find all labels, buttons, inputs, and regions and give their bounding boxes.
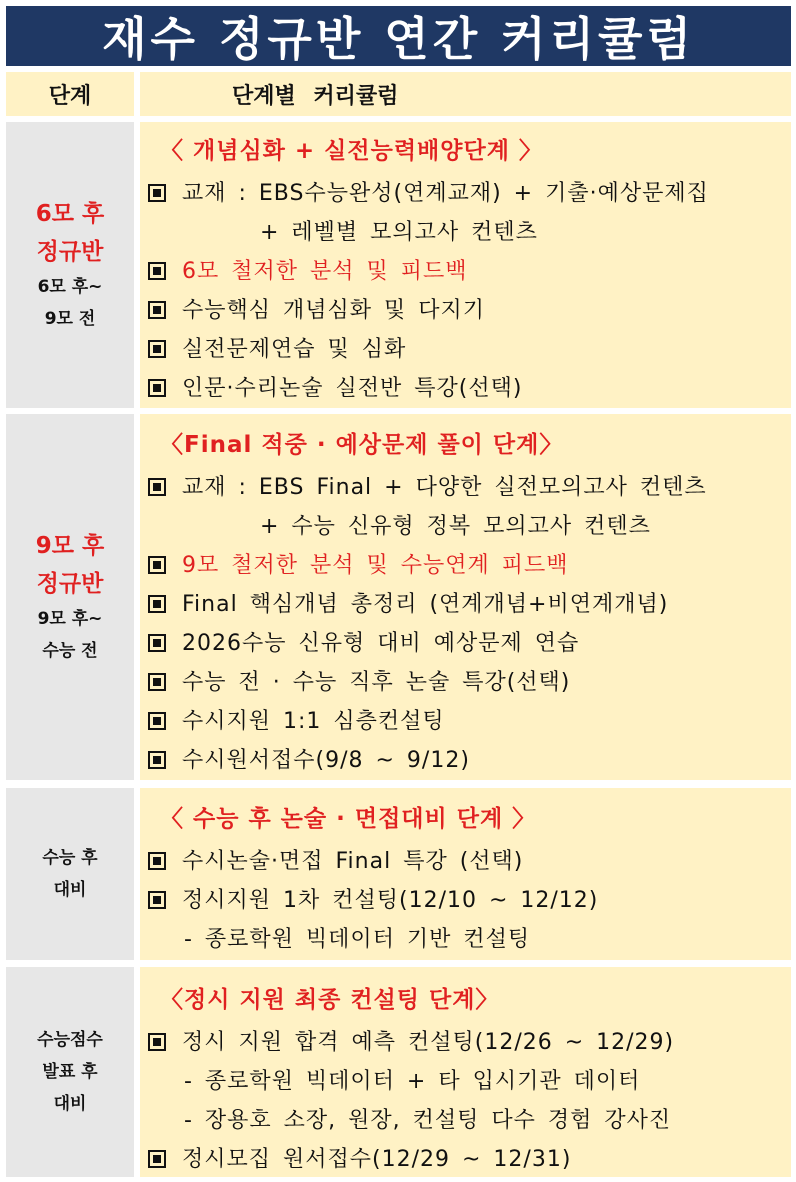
stage-cell-1: [6, 122, 134, 408]
phase-title: 〈 수능 후 논술 · 면접대비 단계 〉: [160, 806, 537, 832]
stage-sub-line: 대비: [53, 880, 87, 900]
header-stage: 단계: [6, 72, 134, 116]
square-bullet-icon: [148, 1033, 166, 1051]
square-bullet-icon: [148, 379, 166, 397]
stage-cell-4: [6, 967, 134, 1177]
list-item: 수시지원 1:1 심층컨설팅: [148, 704, 445, 735]
square-bullet-icon: [148, 556, 166, 574]
list-item: 인문·수리논술 실전반 특강(선택): [148, 371, 522, 402]
square-bullet-icon: [148, 184, 166, 202]
list-item: 수능핵심 개념심화 및 다지기: [148, 293, 485, 324]
curriculum-cell-2: [140, 414, 791, 780]
curriculum-cell-1: [140, 122, 791, 408]
stage-sub-line: 9모 전: [44, 309, 96, 329]
list-item-continuation: + 레벨별 모의고사 컨텐츠: [260, 220, 538, 245]
square-bullet-icon: [148, 634, 166, 652]
list-item: 6모 철저한 분석 및 피드백: [148, 254, 468, 285]
list-item: 교재 : EBS Final + 다양한 실전모의고사 컨텐츠: [148, 470, 707, 501]
square-bullet-icon: [148, 891, 166, 909]
list-item: 수능 전 · 수능 직후 논술 특강(선택): [148, 665, 570, 696]
stage-sub-line: 대비: [53, 1094, 87, 1114]
sub-item: - 장용호 소장, 원장, 컨설팅 다수 경험 강사진: [184, 1108, 672, 1133]
page-title: 재수 정규반 연간 커리큘럼: [6, 6, 791, 66]
stage-sub-line: 수능 전: [42, 641, 98, 661]
stage-sub-line: 9모 후~: [37, 609, 103, 629]
list-item: 정시지원 1차 컨설팅(12/10 ~ 12/12): [148, 883, 598, 914]
list-item: 2026수능 신유형 대비 예상문제 연습: [148, 626, 579, 657]
stage-sub-line: 6모 후~: [37, 277, 103, 297]
phase-title: 〈정시 지원 최종 컨설팅 단계〉: [160, 987, 500, 1013]
square-bullet-icon: [148, 712, 166, 730]
stage-main-line: 정규반: [36, 239, 104, 265]
square-bullet-icon: [148, 262, 166, 280]
square-bullet-icon: [148, 478, 166, 496]
list-item: Final 핵심개념 총정리 (연계개념+비연계개념): [148, 587, 668, 618]
list-item: 9모 철저한 분석 및 수능연계 피드백: [148, 548, 569, 579]
list-item: 수시논술·면접 Final 특강 (선택): [148, 844, 523, 875]
stage-main-line: 9모 후: [35, 533, 105, 559]
square-bullet-icon: [148, 751, 166, 769]
square-bullet-icon: [148, 1150, 166, 1168]
list-item: 실전문제연습 및 심화: [148, 332, 406, 363]
stage-sub-line: 발표 후: [42, 1062, 98, 1082]
list-item: 정시모집 원서접수(12/29 ~ 12/31): [148, 1142, 571, 1173]
square-bullet-icon: [148, 595, 166, 613]
square-bullet-icon: [148, 852, 166, 870]
list-item: 수시원서접수(9/8 ~ 9/12): [148, 743, 470, 774]
sub-item: - 종로학원 빅데이터 + 타 입시기관 데이터: [184, 1069, 641, 1094]
phase-title: 〈 개념심화 + 실전능력배양단계 〉: [160, 138, 543, 164]
curriculum-cell-3: [140, 788, 791, 960]
list-item-continuation: + 수능 신유형 정복 모의고사 컨텐츠: [260, 514, 651, 539]
square-bullet-icon: [148, 673, 166, 691]
header-curriculum: 단계별 커리큘럼: [140, 72, 791, 116]
list-item: 정시 지원 합격 예측 컨설팅(12/26 ~ 12/29): [148, 1025, 674, 1056]
sub-item: - 종로학원 빅데이터 기반 컨설팅: [184, 927, 531, 952]
list-item: 교재 : EBS수능완성(연계교재) + 기출·예상문제집: [148, 176, 709, 207]
stage-main-line: 정규반: [36, 571, 104, 597]
stage-sub-line: 수능 후: [42, 848, 98, 868]
phase-title: 〈Final 적중 · 예상문제 풀이 단계〉: [160, 432, 564, 458]
curriculum-cell-4: [140, 967, 791, 1177]
square-bullet-icon: [148, 301, 166, 319]
stage-cell-2: [6, 414, 134, 780]
stage-sub-line: 수능점수: [37, 1030, 103, 1050]
stage-main-line: 6모 후: [35, 201, 105, 227]
square-bullet-icon: [148, 340, 166, 358]
stage-cell-3: [6, 788, 134, 960]
